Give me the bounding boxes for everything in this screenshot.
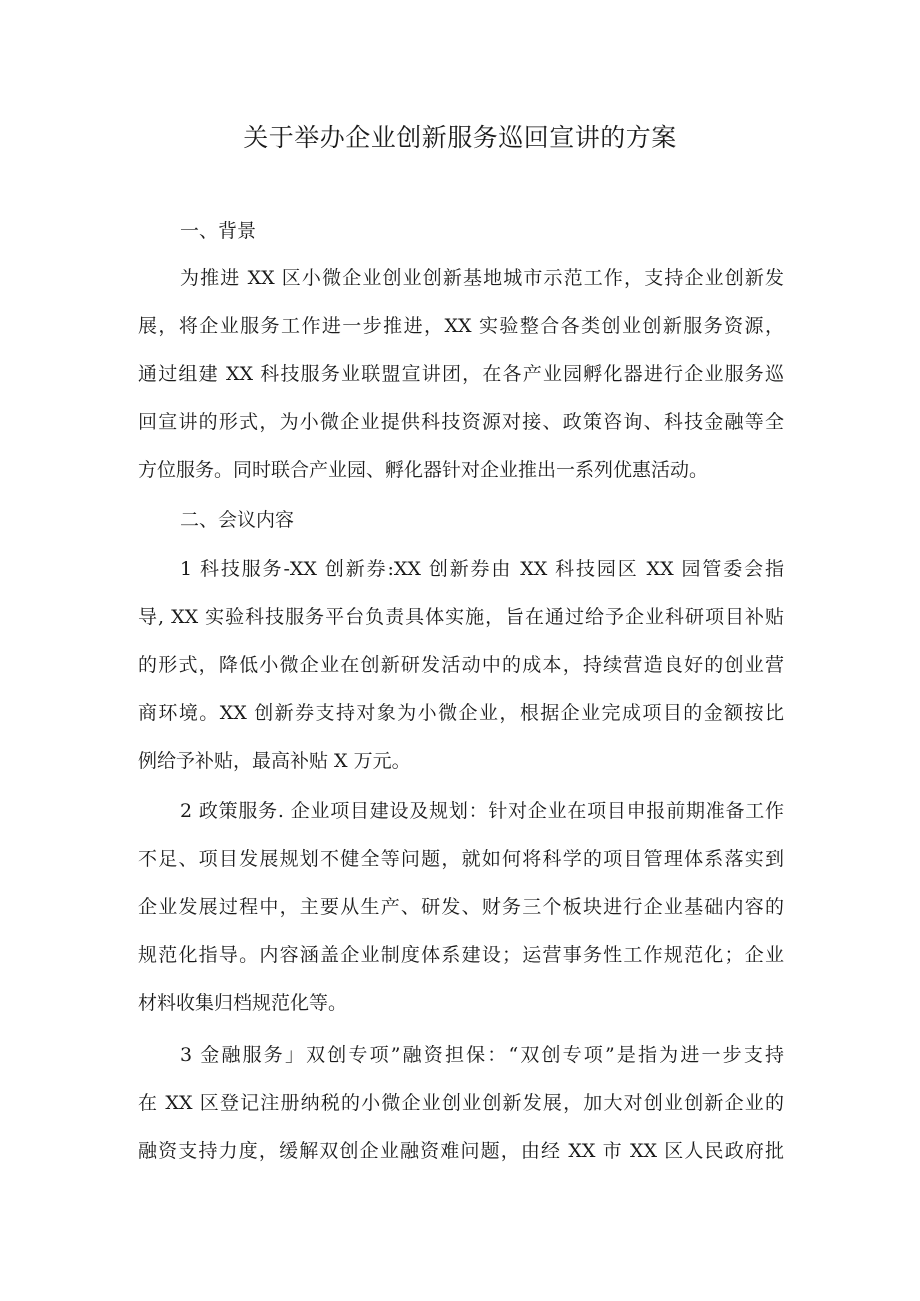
- paragraph-line: 例给予补贴，最高补贴 X 万元。: [138, 750, 411, 772]
- paragraph-line: 展，将企业服务工作进一步推进，XX 实验整合各类创业创新服务资源，: [138, 315, 784, 337]
- paragraph-line: 导, XX 实验科技服务平台负责具体实施，旨在通过给予企业科研项目补贴: [138, 606, 784, 628]
- paragraph-line: 融资支持力度，缓解双创企业融资难问题，由经 XX 市 XX 区人民政府批: [138, 1140, 784, 1162]
- section-heading-meeting-content: 二、会议内容: [180, 509, 295, 531]
- paragraph-line: 回宣讲的形式，为小微企业提供科技资源对接、政策咨询、科技金融等全: [138, 411, 784, 433]
- paragraph-line: 方位服务。同时联合产业园、孵化器针对企业推出一系列优惠活动。: [138, 459, 709, 481]
- paragraph-line: 企业发展过程中，主要从生产、研发、财务三个板块进行企业基础内容的: [138, 896, 784, 918]
- section-heading-background: 一、背景: [180, 220, 257, 242]
- paragraph-line: 3 金融服务」双创专项”融资担保：“双创专项”是指为进一步支持: [180, 1044, 784, 1066]
- paragraph-line: 2 政策服务. 企业项目建设及规划：针对企业在项目申报前期准备工作: [180, 800, 784, 822]
- paragraph-line: 材料收集归档规范化等。: [138, 992, 348, 1014]
- paragraph-line: 通过组建 XX 科技服务业联盟宣讲团，在各产业园孵化器进行企业服务巡: [138, 363, 784, 385]
- paragraph-line: 规范化指导。内容涵盖企业制度体系建设；运营事务性工作规范化；企业: [138, 944, 784, 966]
- paragraph-line: 1 科技服务-XX 创新券:XX 创新券由 XX 科技园区 XX 园管委会指: [180, 558, 784, 580]
- document-title: 关于举办企业创新服务巡回宣讲的方案: [243, 123, 677, 152]
- paragraph-line: 为推进 XX 区小微企业创业创新基地城市示范工作，支持企业创新发: [180, 267, 784, 289]
- paragraph-line: 的形式，降低小微企业在创新研发活动中的成本，持续营造良好的创业营: [138, 654, 784, 676]
- paragraph-line: 在 XX 区登记注册纳税的小微企业创业创新发展，加大对创业创新企业的: [138, 1092, 784, 1114]
- paragraph-line: 不足、项目发展规划不健全等问题，就如何将科学的项目管理体系落实到: [138, 848, 784, 870]
- paragraph-line: 商环境。XX 创新券支持对象为小微企业，根据企业完成项目的金额按比: [138, 702, 784, 724]
